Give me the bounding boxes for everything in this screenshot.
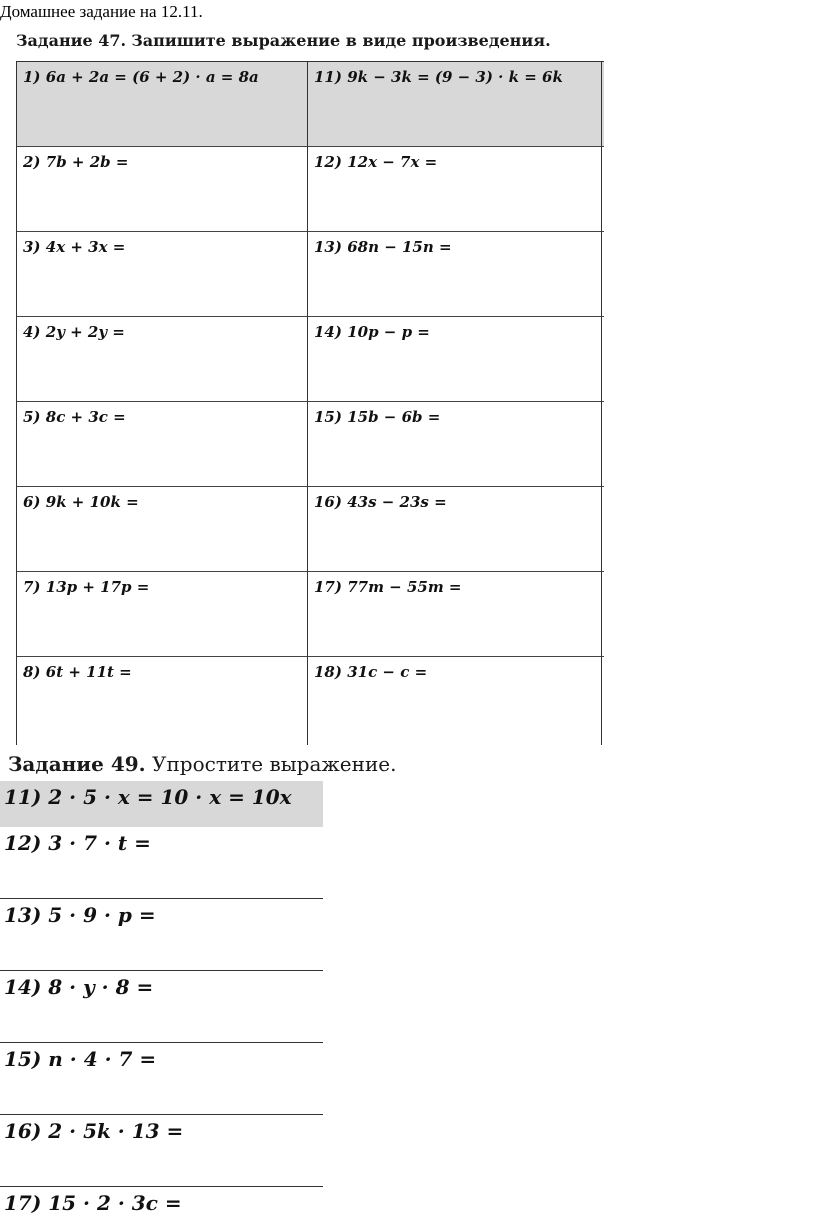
task-49-item: 11) 2 · 5 · x = 10 · x = 10x <box>4 785 292 809</box>
answer-line <box>0 1042 323 1043</box>
task-47-grid <box>16 61 604 745</box>
task-47-cell-left: 5) 8c + 3c = <box>23 408 126 426</box>
task-47-row <box>16 402 604 487</box>
task-47-label: Задание 47. <box>16 31 127 50</box>
answer-line <box>0 1186 323 1187</box>
task-47-cell-left: 8) 6t + 11t = <box>23 663 132 681</box>
task-49-item: 12) 3 · 7 · t = <box>4 831 151 855</box>
task-47-row <box>16 572 604 657</box>
task-47-cell-right: 17) 77m − 55m = <box>314 578 462 596</box>
grid-divider-middle <box>307 62 308 745</box>
task-49-instruction: Упростите выражение. <box>152 752 397 776</box>
task-47-cell-left: 1) 6a + 2a = (6 + 2) · a = 8a <box>23 68 259 86</box>
task-49-item: 14) 8 · y · 8 = <box>4 975 154 999</box>
task-49-label: Задание 49. <box>8 752 146 776</box>
task-47-cell-right: 15) 15b − 6b = <box>314 408 441 426</box>
task-47-row <box>16 232 604 317</box>
task-47-cell-right: 11) 9k − 3k = (9 − 3) · k = 6k <box>314 68 563 86</box>
task-47-row <box>16 62 604 147</box>
task-47-cell-right: 16) 43s − 23s = <box>314 493 447 511</box>
task-47-title <box>16 31 551 50</box>
task-47-cell-right: 13) 68n − 15n = <box>314 238 452 256</box>
task-47-row <box>16 487 604 572</box>
answer-line <box>0 898 323 899</box>
task-49-item: 13) 5 · 9 · p = <box>4 903 156 927</box>
task-47-row <box>16 147 604 232</box>
task-47-instruction: Запишите выражение в виде произведения. <box>131 31 551 50</box>
grid-border-left <box>16 62 17 745</box>
task-47-row <box>16 317 604 402</box>
answer-line <box>0 970 323 971</box>
task-47-row <box>16 657 604 742</box>
task-47-cell-left: 3) 4x + 3x = <box>23 238 126 256</box>
task-49-item: 16) 2 · 5k · 13 = <box>4 1119 184 1143</box>
task-47-cell-left: 2) 7b + 2b = <box>23 153 129 171</box>
task-49-item: 17) 15 · 2 · 3c = <box>4 1191 182 1215</box>
task-49-item: 15) n · 4 · 7 = <box>4 1047 157 1071</box>
task-47-cell-right: 18) 31c − c = <box>314 663 428 681</box>
answer-line <box>0 1114 323 1115</box>
grid-border-right <box>601 62 602 745</box>
task-49-title <box>8 752 396 776</box>
task-49-row <box>0 781 323 827</box>
task-47-cell-left: 7) 13p + 17p = <box>23 578 150 596</box>
page-header: Домашнее задание на 12.11. <box>0 2 203 21</box>
task-47-cell-left: 4) 2y + 2y = <box>23 323 125 341</box>
task-47-cell-right: 12) 12x − 7x = <box>314 153 438 171</box>
task-47-cell-right: 14) 10p − p = <box>314 323 430 341</box>
task-47-cell-left: 6) 9k + 10k = <box>23 493 139 511</box>
